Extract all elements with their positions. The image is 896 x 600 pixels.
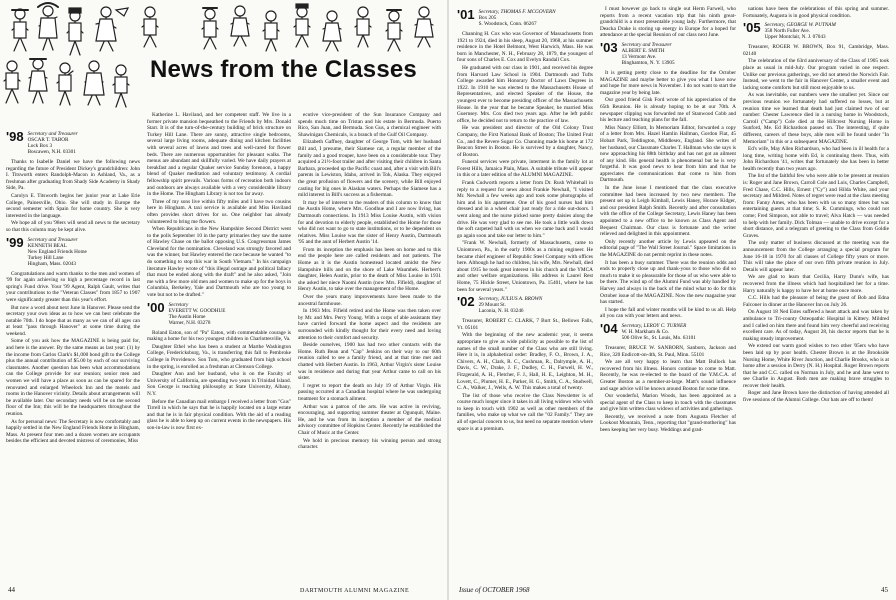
news-paragraph: Funeral services were private, interment in the family lot at Forest Hills, Jamaica Plain, Mass. A suitable tribute will appear in this or a later edition of the ALUMNI MAGAZINE. — [457, 159, 593, 179]
news-paragraph: Daughter Ethel who has been a student at Marthe Washington College, Fredericksburg, Va., is transferring this fall to Pembroke College in Providence. Son Tom, who graduated from high school in the spring, is enrolled as a freshman at Clemson College. — [147, 343, 291, 370]
secretary-info — [479, 296, 543, 314]
news-paragraph: He graduated with our class in 1901, and received his degree from Harvard Law School in 1904. Dartmouth and Tufts College awarded him Honorary Doctor of Laws Degrees in 1922. In 1910 he was elected to the Massachusetts House of Representatives, and elected Speaker of the House, the youngest ever to become presiding officer of the Massachusetts House. In the year that he became Speaker, he married Miss Guernsey. Mrs. Cox died two years ago. After he left public office, he decided not to return to the practice of law. — [457, 64, 593, 124]
class-year: '00 — [147, 299, 165, 315]
secretary-role: Secretary and Treasurer — [621, 41, 672, 48]
secretary-role: Secretary and Treasurer — [27, 131, 78, 137]
news-paragraph: Treasurer, ROBERT C. CLARK, 7 Burt St., Bellows Falls, Vt. 05101 — [457, 318, 593, 331]
secretary-address-line: 358 North Fuller Ave. — [764, 28, 810, 35]
news-paragraph: The only matter of business discussed at the meeting was the announcement from the College arranging a special program for June 16-18 in 1970 for all classes of College fifty years or more. This will take the place of our own fifth private reunion in July. Details will appear later. — [743, 240, 889, 273]
class-heading — [600, 320, 736, 341]
footer-magazine-name: DARTMOUTH ALUMNI MAGAZINE — [300, 588, 410, 594]
news-paragraph: On August 18 Ned Estes suffered a heart attack and was taken by ambulance to Tri-county Osteopathic Hospital in Kittery. Mildred and I called on him there and found him very cheerful and receiving excellent care. As of today, August 28, his doctor reports that he is making steady improvement. — [743, 309, 889, 342]
column-right-1 — [457, 6, 593, 568]
news-paragraph: In the June issue I mentioned that the class executive committee had been increased by two new members. The present set up is Leigh Kimball, Lewis Haney, Horace Kidger, and our president Ralph Smith. Recently and after consultation with the office of the College Secretary, Lewis Haney has been appointed to a new office to be known as Class Agent and Bequest Chairman. Our class is fortunate and the writer relieved and delighted in this appointment. — [600, 185, 736, 238]
class-heading — [457, 296, 593, 314]
news-paragraph: Carolyn E. Titsworth begins her junior year at Lake Erie College, Painesville, Ohio. She will study in Europe the second semester with Spain for home country. She is very interested in the language. — [6, 192, 140, 219]
news-paragraph: From its inception the emphasis has been on home and to this end the people here are called residents and not patients. The Home as it is the Austin homestead located amidst the New Hampshire hills and on the shore of Lake Waumbek. Herbert's daughter, Helen Austin, prior to the death of Miss Louise in 1931 she asked her niece Naomi Austin (now Mrs. Fifield), daughter of Henry Austin, to take over the management of the Home. — [298, 246, 441, 293]
class-heading — [6, 131, 140, 155]
class-heading — [457, 9, 593, 27]
news-paragraph: Arthur was a patron of the arts. He was active in reviving, encouraging, and supporting summer theater at Ogunquit, Maine. He, and he was from its inception a member of the medical advisory committee of Hopkins Center. Recently he established the Chair of Music at the Center. — [298, 403, 441, 436]
masthead — [0, 0, 447, 128]
secretary-address-line: Laconia, N. H. 03246 — [478, 308, 524, 315]
column-right-3 — [743, 6, 889, 568]
news-paragraph: Beside ourselves, 1900 has had two other contacts with the Home. Ruth Bean and "Cap" Jenkins on their way to our 60th reunion called to see a family friend, and at that time met and chatted with Herbert Austin. In 1963, Arthur Virgin's sister Louise was in residence and during that year Arthur came to call on his sister. — [298, 342, 441, 382]
news-paragraph: We hope all of you '98ers will send all news to the secretary so that this column may be kept alive. — [6, 220, 140, 233]
secretary-address-line: EVERETT W. GOODHUE — [168, 307, 226, 314]
left-page — [0, 0, 447, 600]
secretary-address-line: Box 205 — [478, 15, 497, 21]
news-paragraph: We extend our warm good wishes to two other '05ers who have been laid up by poor health. Chester Brown is at the Brookside Nursing Home, White River Junction, and Charlie Brooks, who is at home after a session in Derry (N. H.) Hospital. Roger Brown reports that he and C.C. called on Norman in July, and he and Jane went to see Charlie in August. Both men are making brave struggles to recover their health. — [743, 343, 889, 389]
secretary-address-line: W. H. Markham & Co. — [621, 328, 670, 335]
secretary-info — [28, 237, 87, 267]
news-paragraph: Some of you ask how the MAGAZINE is being paid for, and here is the answer. By the same means as last year: (1) by the income from Carlos Clark's $1,000 bond gift to the College plus the annual contribution of $5.00 by each of our surviving classmates. Another question has been what accommodations can the College provide for our reunion; senior men and women we will have a place as soon as can be spared for the renovated and enlarged Wheelock Inn and the motels and rooms in the Hanover vicinity. Details about arrangements will be available later. Our secondary needs will be on the second floor of the Inn; this will be the headquarters throughout the reunion. — [6, 338, 140, 417]
secretary-address-line: Binghamton, N. Y. 13905 — [621, 59, 675, 66]
secretary-role: Secretary, LEROY C. TURNER — [621, 322, 687, 329]
class-year: '01 — [457, 7, 475, 22]
news-paragraph: Only recently another article by Lewis appeared on the editorial page of "The Wall Street Journal." Space limitations in the MAGAZINE do not permit reprint in these notes. — [600, 238, 736, 258]
secretary-address-line: New England Friends Home — [27, 248, 87, 255]
page-number-right: 45 — [881, 586, 888, 594]
footer-issue: Issue of OCTOBER 1968 — [459, 586, 530, 594]
news-paragraph: The celebration of the 63rd anniversary of the Class of 1905 took place as usual in mid-July. Our program varied in one respect. Unlike our previous gatherings, we did not attend the Norwich Fair. Instead, we went to the fair in Hanover Center, a smaller event and lacking some comforts but still most enjoyable to us. — [743, 58, 889, 91]
news-paragraph: ecutive vice-president of the Sun Insurance Company and spends much time on Tristan and his estate in Bermuda. Puerto Rico, San Juan, and Bermuda. Son Gus, a chemical engineer with Shawinigan Chemicals, is a branch of the Gulf Oil Company. — [298, 112, 441, 138]
news-paragraph: Treasurer, BRUCE W. SANBORN, Sanborn, Jackson and Rice, 320 Endicott-on-4th, St. Paul, Minn. 55101 — [600, 344, 736, 358]
news-paragraph: Ed's wife, May Allen Richardson, who had been in ill health for a long time, writing home with Ed, is continuing there. Thus, with John Richardson '41, writes that fortunately she has been in better health recently than two years ago. — [743, 146, 889, 172]
secretary-address-line: Hingham, Mass. 02043 — [27, 260, 76, 267]
secretary-address-line: Warner, N.H. 03278 — [168, 319, 211, 326]
secretary-address-line: 29 Mount St. — [478, 302, 506, 309]
news-paragraph: Channing H. Cox who was Governor of Massachusetts from 1921 to 1924, died in his sleep, August 20, 1968, at his summer residence in the Hotel Belmont, West Harwich, Mass. He was born in Manchester, N. H., February 28, 1879, the youngest of four sons of Charles E. Cox and Evelyn Randall Cox. — [457, 31, 593, 64]
class-year: '05 — [743, 20, 761, 36]
news-paragraph: Three of my sons live within fifty miles and I have two cousins here in Hingham. A taxi service is available and Miss Haviland often provides short drives for us. One neighbor has already volunteered to bring me flowers. — [147, 198, 291, 225]
news-paragraph: Elizabeth Gaffney, daughter of George Tom, with her husband Bill and, I presume, their Siamese cat, a regular member of the family and a good trouper, have been on a considerable tour. They acquired a 21½-foot trailer and after visiting their children in Santa Barbara, proceeded up the Pacific coast and, after a visit with Bill's parents in Lewiston, Idaho, arrived in Tok, Alaska. They enjoyed the great profusion of flowers and the scenery, while Bill enjoyed casting for big ones in Alaskan waters. Perhaps the Siamese has a mild interest in Bill's success as a fisherman. — [298, 139, 441, 199]
news-paragraph: It may be of interest to the readers of this column to know that the Austin Home, where Mrs. Goodhue and I are now living, has Dartmouth connections. In 1913 Miss Louise Austin, with vision for and devotion to elderly people, established the Home for those who did not want to go to state institutions, or to be dependent on relatives. Miss Louise was the sister of Henry Austin, Dartmouth '95 and the aunt of Herbert Austin '14. — [298, 199, 441, 246]
news-paragraph: But now a word about next June in Hanover. Please send the secretary your own ideas as to how we can best celebrate the notable 70th. I do hope that as many as we can of all ages can at least "pass through Hanover" at some time during the weekend. — [6, 304, 140, 337]
class-year: '98 — [6, 129, 24, 144]
class-year: '02 — [457, 294, 475, 310]
news-paragraph: Congratulations and warm thanks to the men and women of '99 for again achieving so high a percentage record in last spring's Fund drive. Your '99 Agent, Ralph Gault, writes that your contributions to the "Veteran Classes" from 1857 to 1907 were significantly greater than this year's effort. — [6, 270, 140, 303]
secretary-address-line: The Austin Home — [168, 313, 206, 320]
secretary-info — [765, 22, 836, 40]
news-paragraph: uations have been the celebrations of this spring and summer. Fortunately, Augusta is in good physical condition. — [743, 6, 889, 19]
secretary-role: Secretary, THOMAS F. MCGOVERN — [478, 9, 556, 15]
news-paragraph: With the beginning of the new academic year, it seems appropriate to give as wide publicity as possible to the list of names of the small number of the Class who are still living. Here it is, in alphabetical order: Bradley, F. O., Brown, J. A., Chivers, A. H., Clark, R. C., Cushman, R., Dalrymple, A. H., Davis, C. W., Drake, J. F., Dudley, C. H., Farwell, H. W., Fitzgerald, A. H., Fletcher, F. J., Hall, H. E., Leighton, M. H., Lovett, C., Plumer, H. E., Parker, H. G., Smith, C. A., Studwell, C. A., Walker, J., Wells, A. W. This makes a total of twenty. — [457, 332, 593, 392]
news-paragraph: As was inevitable, our numbers were the smallest yet. Since our previous reunion we fortunately had suffered no losses, but at reunion time we learned that death had just claimed two of our number: Chester Lawrence died in a nursing home in Woodstock, Carroll ("Camp") Cole died at the Hillcrest Nursing Home in Sunford, Me. Ed Richardson passed on. The interesting, if quite different, careers of these boys, able men will be found under "In Memoriam" in this or a subsequent MAGAZINE. — [743, 92, 889, 145]
secretary-info — [479, 9, 556, 27]
secretary-role: Secretary, JULIUS A. BROWN — [478, 296, 543, 303]
secretary-address-line: S. Woodstock, Conn. 06267 — [478, 21, 537, 27]
secretary-address-line: OSCAR T. TABOR — [27, 137, 69, 143]
class-heading — [600, 39, 736, 66]
news-paragraph: Daughter Ann and her husband, who is on the Faculty of University of California, are spending two years in Trinidad Island. Son George is teaching philosophy at State University, Albany, N.Y. — [147, 371, 291, 397]
class-heading — [743, 22, 889, 40]
secretary-address-line: 13 Vermont Ave. — [621, 53, 657, 60]
secretary-info — [622, 42, 675, 66]
news-paragraph: Roland Eaton, son of "Pa" Eaton, with commendable courage is making a home for his two youngest children in Charlottesville, Va. — [147, 329, 291, 343]
class-heading — [147, 299, 291, 326]
secretary-address-line: Turkey Hill Lane — [27, 254, 64, 261]
news-paragraph: Frank Cudworth reports a letter from Dr. Rush Whitehall in reply to a request for news about Frankie Newhall, "I visited Mr. Newhall a few weeks ago and took some photographs of him and in his apartment. One of his good nurses had him dressed and in a wheel chair just ready for a ride out-doors. I went along and the nurse picked some pretty daisies along the drive. He was very glad to see me. He took a little walk down the soft carpeted hall with us when we came back and I would go again soon and take our letter to him." — [457, 180, 593, 239]
news-paragraph: I must however go back to single out Herm Farwell, who reports from a recent vacation trip that his ninth great-grandchild is a most presentable young lady. Furthermore, that Deacka Drake is storing up energy in Europe for a hoped for attendance at the special Reunion of our class next June. — [600, 6, 736, 39]
news-paragraph: Recently, we received a note from Augusta Fletcher of Lookout Mountain, Tenn., reporting that "grand-mothering" has been keeping her very busy. Weddings and grad- — [600, 413, 736, 434]
news-paragraph: Thanks to Isabelle Daniel we have the following news regarding the future of President Dickey's grandchildren: John I. Titsworth enters Randolph-Macon in Ashland, Va., as a freshman after graduating from Shady Side Academy in Shady Side, Pa. — [6, 159, 140, 192]
news-paragraph: I regret to report the death on July 19 of Arthur Virgin. His passing occurred at a Canadian hospital where he was undergoing treatment for a stomach ailment. — [298, 382, 441, 402]
news-paragraph: The list of the faithful few who were able to be present at reunion is: Roger and Jane Brown, Carroll Cole and Lois, Charles Campbell, Fred Chase, C.C. Hills, Ernest ("Cy") and Hilda White, and your secretary and Mildred. Notes of regret were read at the class meeting from: Fanny Ames, who has been with us so many times but was entertaining guests at that time; S. R. Cummings, who could not come; Fred Simpson, not able to travel; Alva Hatch — was needed to help with her family. Dick Tolman — unable to drive except for a short distance, and a telegram of greeting to the Class from Goldie Graves. — [743, 173, 889, 239]
column-left-3 — [298, 112, 441, 568]
news-paragraph: It is getting pretty close to the deadline for the October MAGAZINE and maybe better to give you what I have now and hope for more news in November. I do not want to start the magazine year by being late. — [600, 69, 736, 96]
secretary-info — [169, 302, 226, 326]
class-heading — [6, 234, 140, 267]
news-paragraph: The list of those who receive the Class Newsletter is of course much longer since it takes in all living widows who wish to keep in touch with 1902 as well as other members of the families, who make up what we call the "02 Family." They are all of special concern to us, but need no separate mention where space is at a premium. — [457, 392, 593, 432]
page-title: News from the Classes — [150, 56, 417, 83]
news-paragraph: Our good friend Gisk Ford wrote of his appreciation of the 65th Reunion. He is already hoping to be at our 70th. A newspaper clipping was forwarded me of Stanwood Cobb and his lecture and teaching plans for the fall. — [600, 97, 736, 124]
news-paragraph: It has been a busy summer. There was the reunion odds and ends to properly close up and thank-yous to those who did so much to make it so pleasurable for those of us who were able to be there. The wind up of the Alumni Fund was ably handled by Harvey and always in the back of the mind what to do for this October issue of the MAGAZINE. Now the new magazine year has started. — [600, 259, 736, 306]
news-paragraph: In 1963 Mrs. Fifield retired and the Home was then taken over by Mr. and Mrs. Perry Young. With a corps of able assistants they have carried forward the home aspect and the residents are surrounded with kindly thought for their every need and loving attention to their comfort and security. — [298, 308, 441, 341]
class-year: '99 — [6, 234, 24, 250]
column-left-2 — [147, 112, 291, 568]
news-paragraph: He was president and director of the Old Colony Trust Company, the First National Bank of Boston; The United Fruit Co., and the Revere Sugar Co. Channing made his home at 172 Beacon Street in Boston. He is survived by a daughter, Nancy, of Boston. — [457, 125, 593, 158]
news-paragraph: "Frank W. Newhall, formerly of Massachusetts, came to Uniontown, Pa., in the early 1900s as a mining engineer. He became chief engineer of Republic Steel Company with offices here. Although he had no children, his wife, Mrs. Newhall, died about 1915 he took great interest in his church and the YMCA and other welfare organizations. His address is Laurel Rest Home, 75 Hickle Street, Uniontown, Pa. 15401, where he has been for several years." — [457, 240, 593, 293]
right-page — [449, 0, 896, 600]
secretary-address-line: 506 Olive St., St. Louis, Mo. 63101 — [621, 334, 696, 341]
news-paragraph: Over the years many improvements have been made to the ancestral farmhouse. — [298, 294, 441, 307]
news-paragraph: Katherine L. Haviland, and her competent staff. We live in a former private mansion bequeathed to the Friends by Mrs. Donald Starr. It is of the turn-of-the-century building of brick structure on Turkey Hill Lane. There are sunny, attractive single bedrooms, several large living rooms, adequate dining and kitchen facilities with several acres of lawns and trees and well-cared for flower beds. There are numerous opportunities for pleasant walks. The menus are abundant and skillfully varied. We have daily prayers at breakfast and a regular Quaker service Sunday forenoon, a happy blend of Quaker meditation and voluntary testimony. A cordial fellowship spirit prevails. Various forms of recreation both indoors and outdoors are always available with a very considerable library in the Home. The Hingham Library is not too far away. — [147, 112, 291, 198]
secretary-address-line: Lock Box 3 — [27, 143, 53, 149]
secretary-address-line: Upper Montclair, N. J. 07043 — [764, 34, 826, 41]
news-paragraph: C.C. Hills had the pleasure of being the guest of Bob and Edna Falconer in dinner at the Hanover Inn on July 26. — [743, 295, 889, 308]
class-year: '03 — [600, 39, 618, 55]
news-paragraph: I hope the fall and winter months will be kind to us all. Help all you can with your letters and news. — [600, 306, 736, 320]
secretary-address-line: Boscawen, N.H. 03301 — [27, 149, 76, 155]
news-paragraph: Miss Nancy Elliott, In Memoriam Editor, forwarded a copy of a letter from Mrs. Hazel Hamlin Hallman, Gordon Flat, 45 Hobart Park, Teddington, Middlesex, England. She writes of her husband, our Classmate Charles T. Hallman who she says is now approaching his 88th birthday and has not got an ailment of any kind. His general health is phenomenal but he is very forgetful. It was good news to hear from him and that he appreciates the communications that come to him from Dartmouth. — [600, 124, 736, 184]
news-paragraph: We are all very happy to learn that Matt Bullock has recovered from his illness. Honors continue to come to Matt. Recently, he was re-elected to the board of the Y.M.C.A. of Greater Boston as a member-at-large. Matt's sound influence and sage advice will be known around Boston for some time. — [600, 359, 736, 392]
column-right-2 — [600, 6, 736, 568]
news-paragraph: When Republicans in the New Hampshire Second District went to the polls September 10 in the party primaries they saw the name of Hawley Chase on the ballot opposing U.S. Congressman James Cleveland for the nomination. Cleveland was strongly favored and was the winner, but Hawley entered the race because he wanted "to do something to stop this war in South Vietnam." In his campaign literature Hawley wrote of "this illegal outrage and political fallacy that must be ended along with the draft" and he also asked, "Join me with a few more old men and women to make up for the boys in Columbia, Berkeley, Yale and Dartmouth who are too young to vote but not to be drafted." — [147, 226, 291, 299]
news-paragraph: We are glad to learn that Cecilia, Harry Dunn's wife, has recovered from the illness which had hospitalized her for a time. Harry naturally is happy to have her at home once more. — [743, 274, 889, 294]
secretary-info — [28, 131, 78, 155]
news-paragraph: We hold in precious memory his winning person and strong character. — [298, 437, 441, 451]
column-left-1 — [6, 128, 140, 568]
news-paragraph: Roger and Jane Brown have the distinction of having attended all five sessions of the Alumni College. Our hats are off to them! — [743, 390, 889, 404]
news-paragraph: Before the Canadian mail embargo I received a letter from "Gus" Tirrell in which he says that he is happily located on a large estate and that he is in fair physical condition. With the aid of a reading glass he is able to keep up on current events in the newspapers. His son-in-law is now first ex- — [147, 398, 291, 431]
news-paragraph: Our wonderful, Marion Woods, has been appointed as a special agent of the Class to keep in touch with the classmates and give him written class widows of activities and gatherings. — [600, 393, 736, 413]
secretary-role: Secretary, GEORGE W. PUTNAM — [764, 22, 836, 29]
page-number-left: 44 — [8, 586, 15, 594]
secretary-role: Secretary and Treasurer — [27, 236, 78, 243]
secretary-role: Secretary — [168, 301, 189, 308]
class-year: '04 — [600, 320, 618, 336]
news-paragraph: As for personal news: The Secretary is now comfortably and happily settled in the New England Friends Home in Hingham, Mass. At present four men and a dozen women are occupants besides the efficient and devoted mistress of ceremonies, Miss — [6, 418, 140, 445]
news-paragraph: Treasurer, ROGER W. BROWN, Box 91, Cambridge, Mass. 02140 — [743, 44, 889, 57]
secretary-address-line: KENNETH BEAL — [27, 242, 67, 249]
secretary-info — [622, 323, 696, 341]
secretary-address-line: ALBERT E. SMITH — [621, 47, 665, 54]
